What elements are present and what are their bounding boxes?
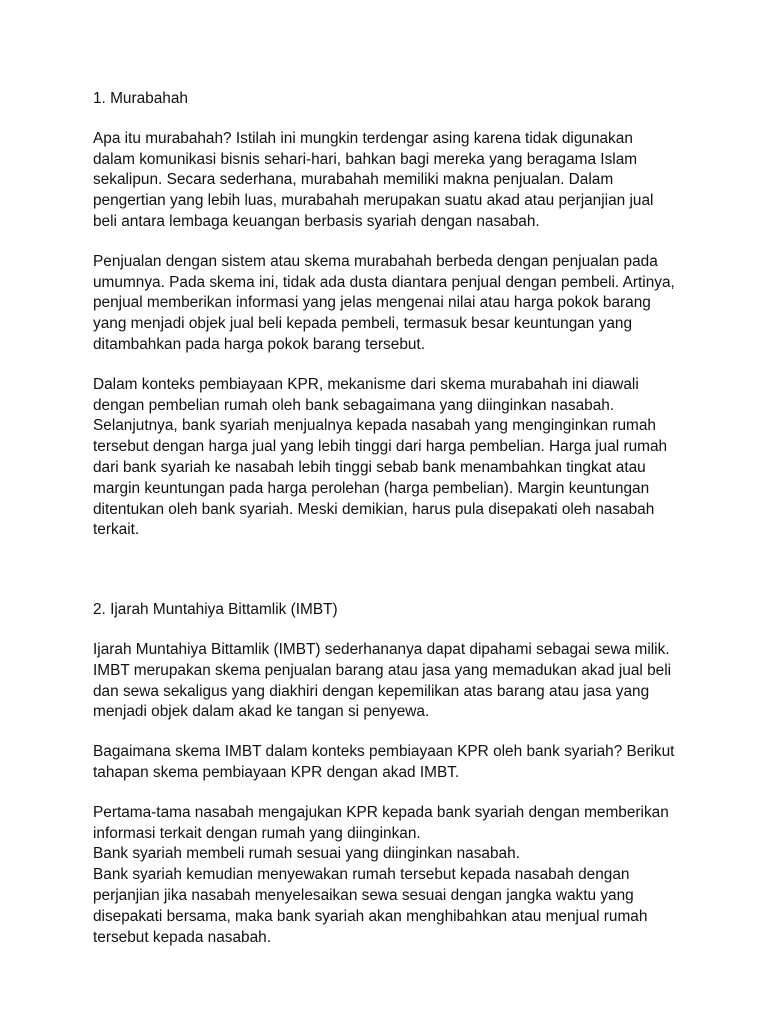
text-line: margin keuntungan pada harga perolehan (harga pembelian). Margin keuntungan	[93, 479, 650, 497]
text-line: dengan pembelian rumah oleh bank sebagaimana yang diinginkan nasabah.	[93, 396, 615, 414]
text-line: informasi terkait dengan rumah yang diinginkan.	[93, 824, 421, 842]
text-line: yang menjadi objek jual beli kepada pembeli, termasuk besar keuntungan yang	[93, 315, 633, 333]
text-line: beli antara lembaga keuangan berbasis syariah dengan nasabah.	[93, 212, 540, 230]
section-heading: 1. Murabahah	[93, 90, 188, 107]
text-line: Bank syariah membeli rumah sesuai yang diinginkan nasabah.	[93, 845, 520, 863]
text-line: tahapan skema pembiayaan KPR dengan akad IMBT.	[93, 763, 460, 781]
section-murabahah	[93, 89, 693, 541]
text-line: sekalipun. Secara sederhana, murabahah memiliki makna penjualan. Dalam	[93, 171, 614, 189]
text-line: menjadi objek dalam akad ke tangan si penyewa.	[93, 703, 430, 721]
text-line: ditambahkan pada harga pokok barang tersebut.	[93, 335, 425, 353]
text-line: Apa itu murabahah? Istilah ini mungkin terdengar asing karena tidak digunakan	[93, 129, 633, 147]
text-line: Selanjutnya, bank syariah menjualnya kepada nasabah yang menginginkan rumah	[93, 417, 656, 435]
document-page	[93, 89, 693, 967]
text-line: Bagaimana skema IMBT dalam konteks pembiayaan KPR oleh bank syariah? Berikut	[93, 743, 675, 761]
text-line: dan sewa sekaligus yang diakhiri dengan kepemilikan atas barang atau jasa yang	[93, 682, 650, 700]
text-line: Dalam konteks pembiayaan KPR, mekanisme dari skema murabahah ini diawali	[93, 375, 639, 393]
text-line: Penjualan dengan sistem atau skema murabahah berbeda dengan penjualan pada	[93, 252, 658, 270]
text-line: Bank syariah kemudian menyewakan rumah tersebut kepada nasabah dengan	[93, 866, 630, 884]
text-line: penjual memberikan informasi yang jelas mengenai nilai atau harga pokok barang	[93, 294, 651, 312]
text-line: ditentukan oleh bank syariah. Meski demikian, harus pula disepakati oleh nasabah	[93, 500, 655, 518]
paragraph	[93, 742, 693, 784]
text-line: dari bank syariah ke nasabah lebih tinggi sebab bank menambahkan tingkat atau	[93, 458, 646, 476]
text-line: terkait.	[93, 521, 140, 539]
paragraph	[93, 252, 693, 356]
paragraph	[93, 129, 693, 233]
text-line: pengertian yang lebih luas, murabahah merupakan suatu akad atau perjanjian jual	[93, 192, 654, 210]
text-line: tersebut kepada nasabah.	[93, 928, 271, 946]
section-spacer	[93, 560, 693, 600]
text-line: Pertama-tama nasabah mengajukan KPR kepada bank syariah dengan memberikan	[93, 803, 669, 821]
text-line: tersebut dengan harga jual yang lebih tinggi dari harga pembelian. Harga jual rumah	[93, 438, 668, 456]
text-line: Ijarah Muntahiya Bittamlik (IMBT) sederhananya dapat dipahami sebagai sewa milik.	[93, 640, 670, 658]
text-line: dalam komunikasi bisnis sehari-hari, bahkan bagi mereka yang beragama Islam	[93, 150, 638, 168]
text-line: IMBT merupakan skema penjualan barang atau jasa yang memadukan akad jual beli	[93, 661, 672, 679]
text-line: disepakati bersama, maka bank syariah akan menghibahkan atau menjual rumah	[93, 907, 648, 925]
paragraph	[93, 640, 693, 723]
text-line: perjanjian jika nasabah menyelesaikan sewa sesuai dengan jangka waktu yang	[93, 886, 634, 904]
paragraph	[93, 803, 693, 949]
section-heading: 2. Ijarah Muntahiya Bittamlik (IMBT)	[93, 601, 338, 619]
text-line: umumnya. Pada skema ini, tidak ada dusta diantara penjual dengan pembeli. Artinya,	[93, 273, 675, 291]
paragraph	[93, 375, 693, 541]
section-imbt	[93, 600, 693, 948]
